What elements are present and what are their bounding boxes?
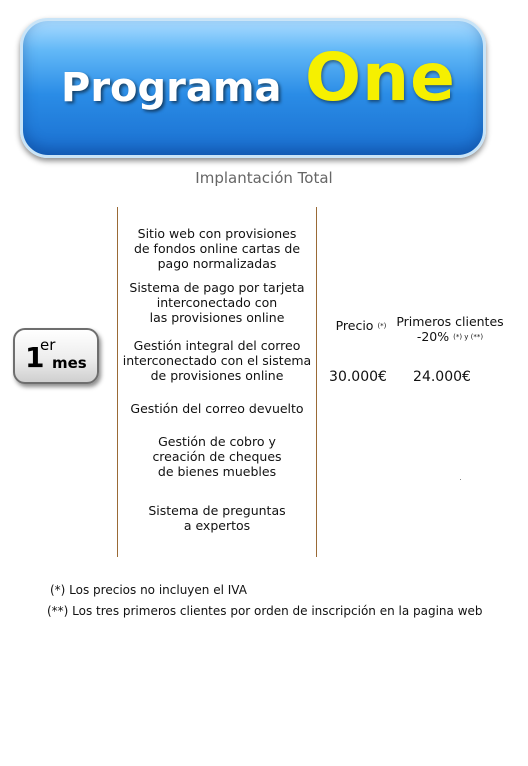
program-banner: [20, 18, 486, 158]
month-superscript: er: [40, 336, 56, 354]
price-label: Precio (*): [335, 318, 387, 333]
feature-item: Sitio web con provisiones de fondos online cartas de pago normalizadas: [133, 226, 301, 271]
page-subtitle: Implantación Total: [195, 169, 333, 187]
stray-dot: [460, 479, 461, 480]
banner-highlight: One: [305, 39, 456, 116]
feature-item: Gestión de cobro y creación de cheques de bienes muebles: [152, 434, 282, 479]
month-word: mes: [52, 354, 87, 372]
banner-title: Programa: [61, 65, 282, 111]
footnote-early-clients: (**) Los tres primeros clientes por orden de inscripción en la pagina web: [47, 604, 483, 618]
feature-item: Gestión del correo devuelto: [130, 401, 304, 416]
divider-right: [316, 207, 317, 557]
early-clients-discount: -20% (*) y (**): [416, 329, 484, 344]
feature-item: Sistema de pago por tarjeta interconectado con las provisiones online: [129, 280, 305, 325]
feature-item: Sistema de preguntas a expertos: [148, 503, 286, 533]
early-clients-value: 24.000€: [413, 369, 471, 385]
early-clients-label: [396, 314, 504, 345]
month-number: 1: [25, 341, 45, 374]
early-clients-title: Primeros clientes: [396, 314, 504, 329]
early-footnote-mark: (*) y (**): [453, 333, 484, 341]
price-value: 30.000€: [329, 369, 387, 385]
footnote-vat: (*) Los precios no incluyen el IVA: [50, 583, 247, 597]
feature-item: Gestión integral del correo interconectado con el sistema de provisiones online: [122, 338, 312, 383]
price-footnote-mark: (*): [377, 322, 387, 330]
month-badge: [13, 328, 99, 384]
